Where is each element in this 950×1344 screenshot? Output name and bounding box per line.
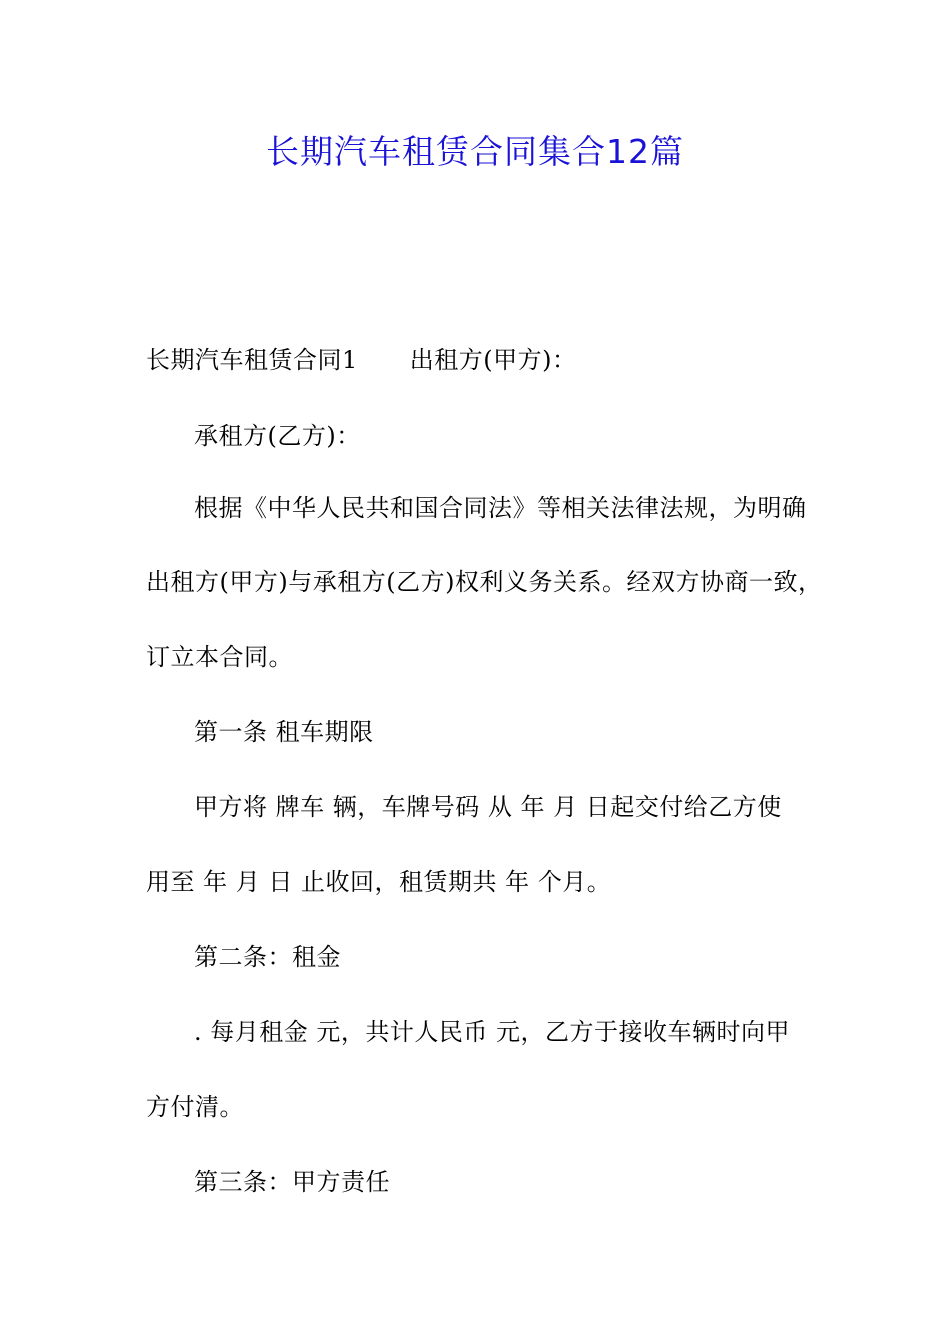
article-2-heading: 第二条：租金 — [194, 943, 341, 971]
document-title: 长期汽车租赁合同集合12篇 — [266, 132, 684, 171]
paragraph-lessee: 承租方(乙方)： — [194, 422, 361, 450]
paragraph-basis-line-3: 订立本合同。 — [146, 643, 293, 671]
paragraph-basis-line-1: 根据《中华人民共和国合同法》等相关法律法规，为明确 — [194, 494, 807, 522]
paragraph-basis-line-2: 出租方(甲方)与承租方(乙方)权利义务关系。经双方协商一致， — [146, 568, 823, 596]
article-2-line-2: 方付清。 — [146, 1093, 244, 1121]
lessor-label: 出租方(甲方)： — [409, 346, 577, 374]
contract-name: 长期汽车租赁合同1 — [146, 346, 358, 374]
article-2-line-1: . 每月租金 元，共计人民币 元，乙方于接收车辆时向甲 — [194, 1018, 791, 1046]
article-1-line-1: 甲方将 牌车 辆，车牌号码 从 年 月 日起交付给乙方使 — [194, 793, 782, 821]
article-1-heading: 第一条 租车期限 — [194, 718, 374, 746]
article-3-heading: 第三条：甲方责任 — [194, 1168, 390, 1196]
heading-line — [146, 344, 577, 376]
article-1-line-2: 用至 年 月 日 止收回，租赁期共 年 个月。 — [146, 868, 612, 896]
